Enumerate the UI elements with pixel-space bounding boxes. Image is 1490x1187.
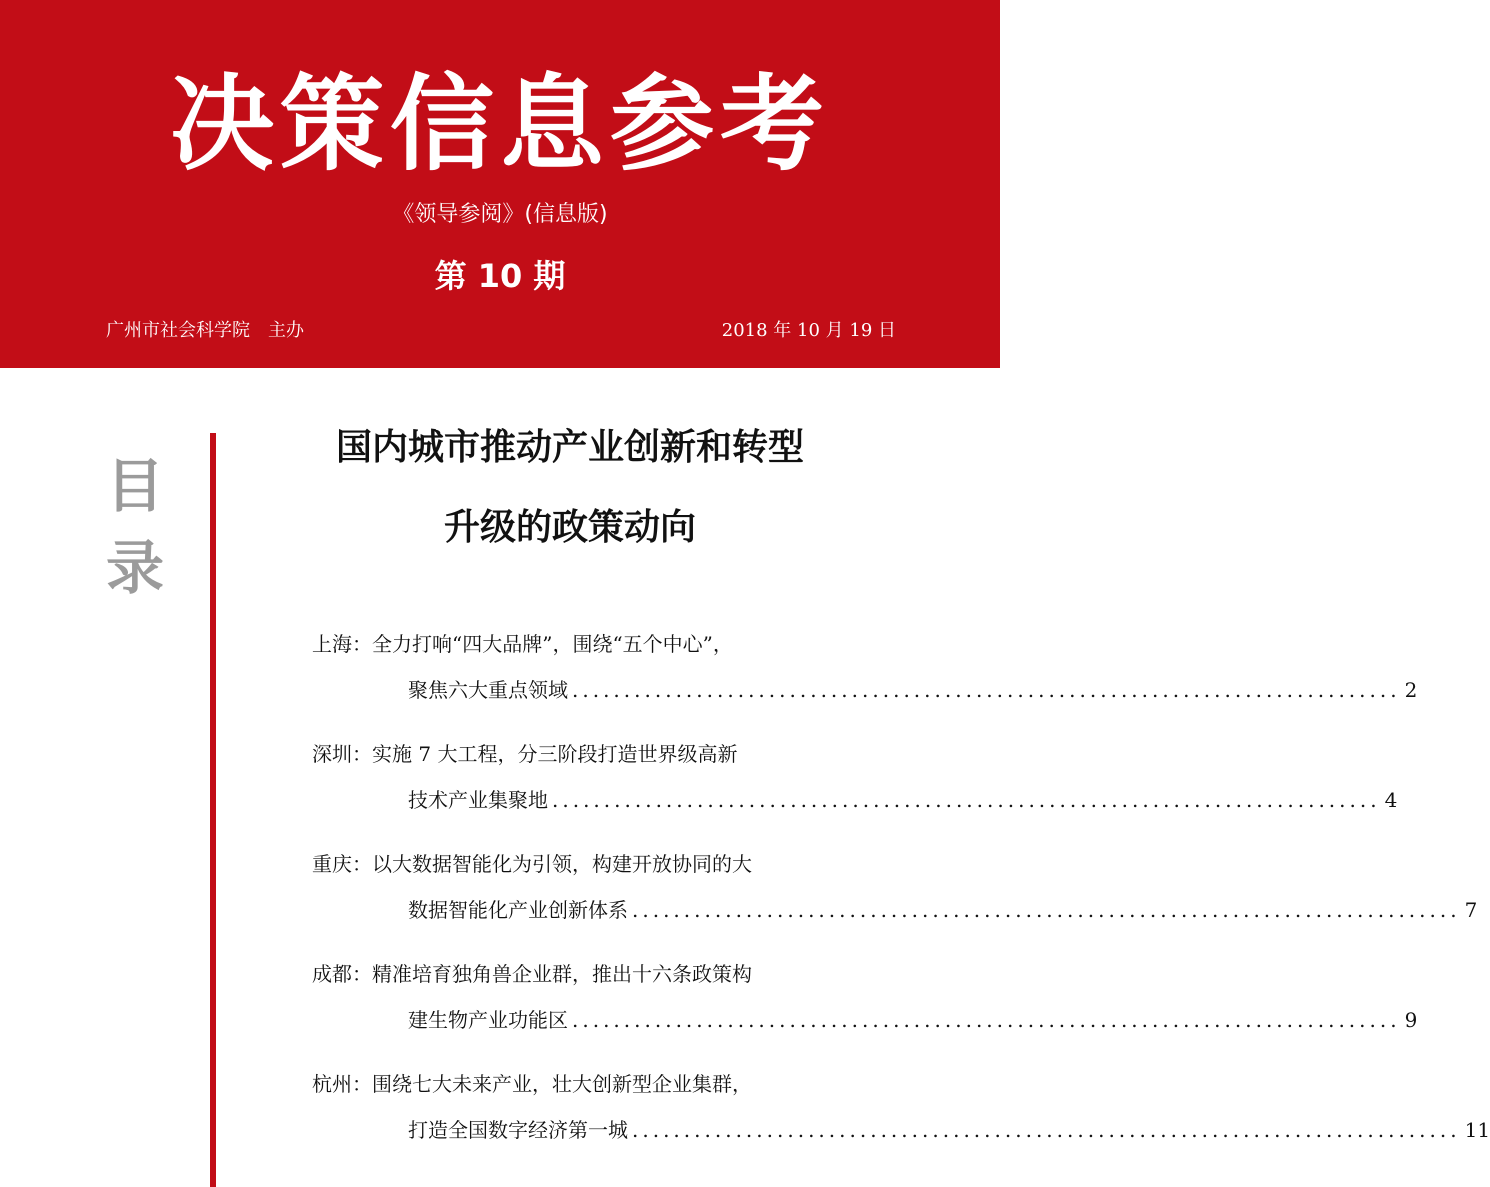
toc-entry-city: 杭州：: [312, 1072, 372, 1096]
toc-entry-city: 深圳：: [312, 742, 372, 766]
toc-entry-line1: 以大数据智能化为引领，构建开放协同的大: [372, 852, 752, 876]
toc-leader-dots: ................................................................................: [572, 678, 1401, 702]
toc-entry-page: 9: [1404, 1008, 1418, 1032]
toc-vertical-rule: [210, 433, 216, 1187]
toc-leader-dots: ................................................................................: [552, 788, 1381, 812]
toc-mark-char: 录: [105, 534, 164, 602]
toc-entry-line2: 聚焦六大重点领域: [408, 678, 568, 702]
toc-entry-city: 上海：: [312, 632, 372, 656]
toc-entry-page: 2: [1404, 678, 1418, 702]
toc-entry-line2: 建生物产业功能区: [408, 1008, 568, 1032]
publication-subtitle: 《领导参阅》(信息版): [392, 202, 608, 227]
toc-leader-dots: ................................................................................: [572, 1008, 1401, 1032]
toc-entry-line1: 实施 7 大工程，分三阶段打造世界级高新: [372, 742, 738, 766]
toc-entry-line2: 数据智能化产业创新体系: [408, 898, 628, 922]
toc-entry-line1: 精准培育独角兽企业群，推出十六条政策构: [372, 962, 752, 986]
sponsor-line: 广州市社会科学院 主办: [106, 320, 304, 341]
toc-leader-dots: ................................................................................: [632, 898, 1461, 922]
toc-entry-page: 11: [1464, 1118, 1490, 1142]
issue-number: 第 10 期: [434, 257, 566, 295]
issue-date: 2018 年 10 月 19 日: [721, 320, 896, 341]
toc-entry-city: 成都：: [312, 962, 372, 986]
toc-mark-char: 目: [105, 452, 164, 520]
toc-entry-line1: 全力打响“四大品牌”，围绕“五个中心”，: [372, 632, 733, 656]
main-title-line-2: 升级的政策动向: [443, 506, 696, 548]
toc-leader-dots: ................................................................................: [632, 1118, 1461, 1142]
toc-entry-city: 重庆：: [312, 852, 372, 876]
toc-entry-line1: 围绕七大未来产业，壮大创新型企业集群，: [372, 1072, 752, 1096]
header-banner: [0, 0, 1000, 368]
toc-mark: [100, 445, 170, 609]
toc-entry-line2: 技术产业集聚地: [408, 788, 548, 812]
toc-entry-line2: 打造全国数字经济第一城: [408, 1118, 628, 1142]
masthead-title: 决策信息参考: [169, 62, 830, 185]
main-title-line-1: 国内城市推动产业创新和转型: [335, 426, 804, 468]
toc-entry-page: 4: [1384, 788, 1398, 812]
toc-entry-page: 7: [1464, 898, 1478, 922]
